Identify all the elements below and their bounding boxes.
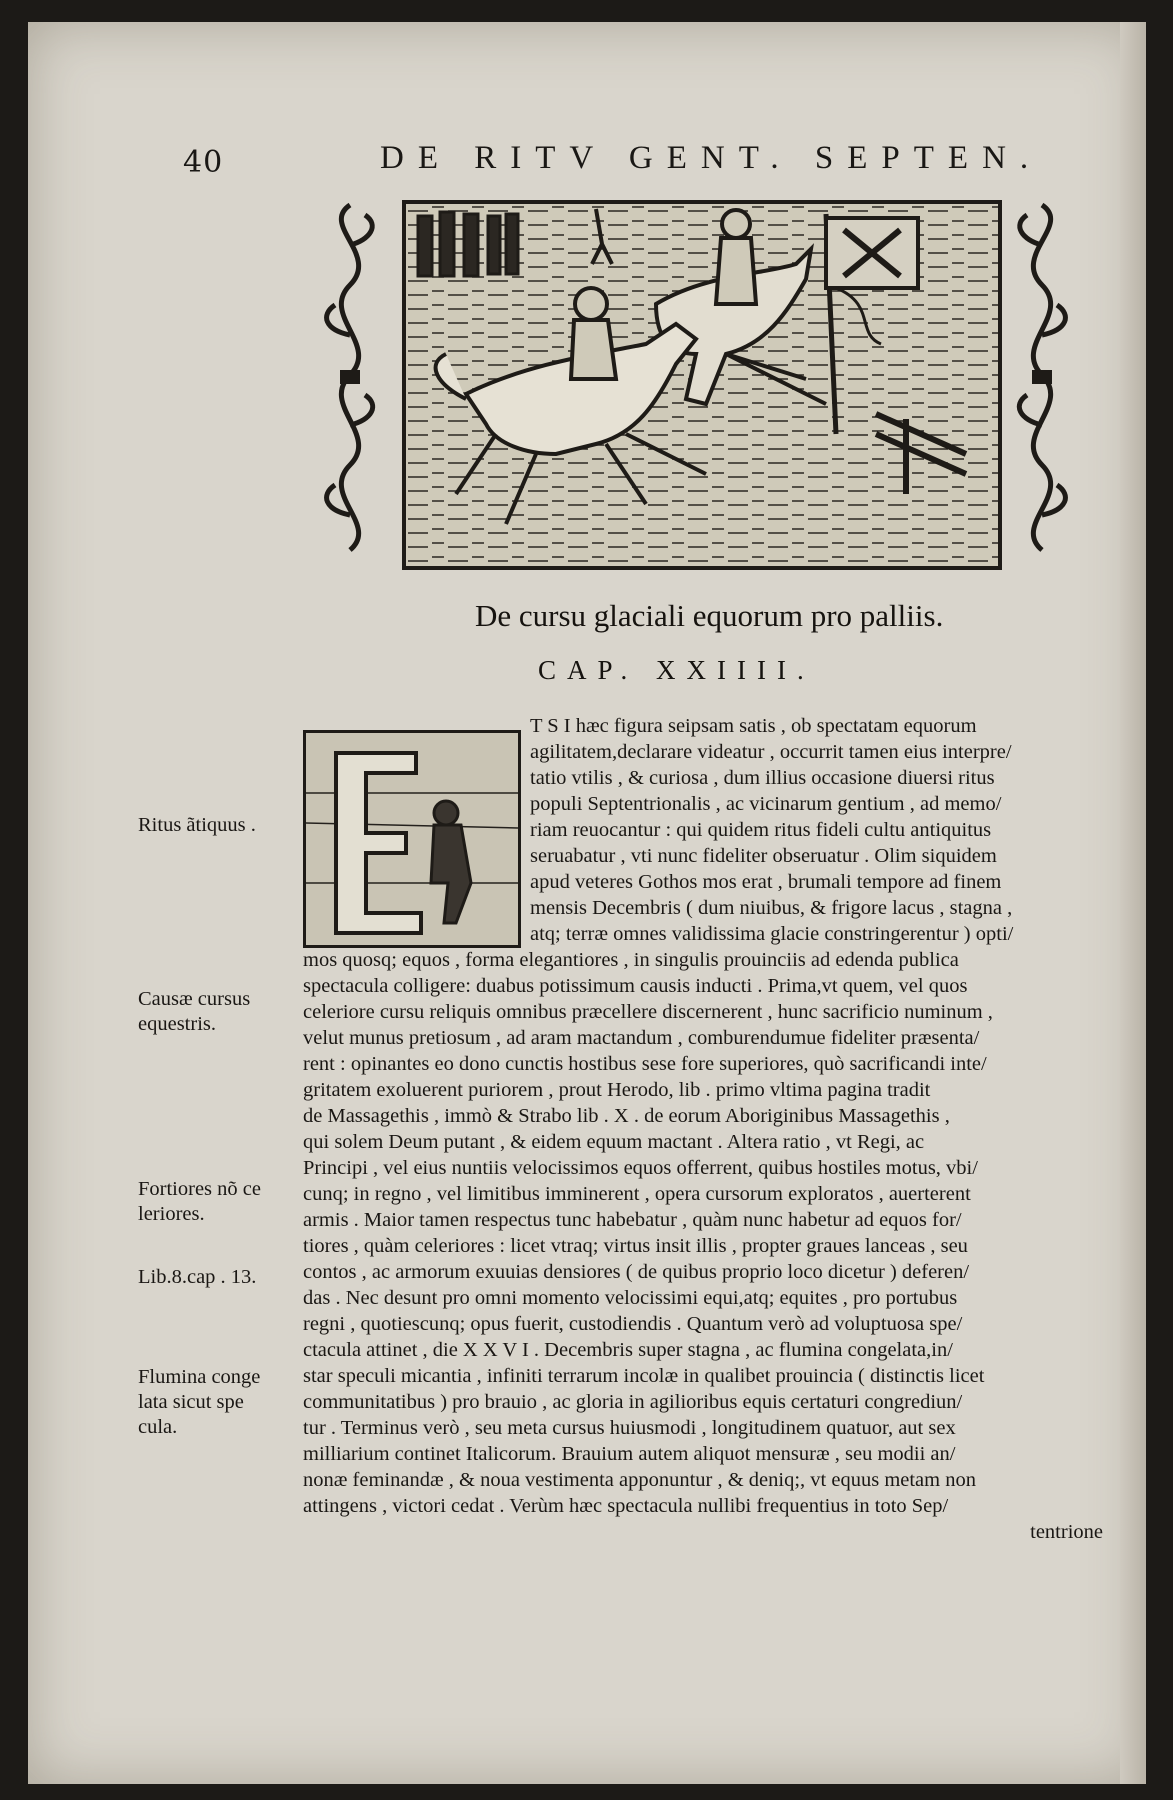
body-line: rent : opinantes eo dono cunctis hostibus sese fore superiores, quò sacrificandi inte/ xyxy=(303,1053,987,1075)
margin-note-flumina: Flumina conge lata sicut spe cula. xyxy=(138,1366,261,1438)
rider-rear xyxy=(716,210,756,304)
horse-race-on-ice-woodcut xyxy=(402,200,1002,570)
body-line: tatio vtilis , & curiosa , dum illius occasione diuersi ritus xyxy=(530,767,995,789)
margin-note-fortiores: Fortiores nõ ce leriores. xyxy=(138,1178,261,1225)
body-line: star speculi micantia , infiniti terrarum incolæ in qualibet prouincia ( distinctis licet xyxy=(303,1365,985,1387)
body-line: atq; terræ omnes validissima glacie constringerentur ) opti/ xyxy=(530,923,1014,945)
body-line: velut munus pretiosum , ad aram mactandum , comburendumue fideliter præsenta/ xyxy=(303,1027,980,1049)
page-edge xyxy=(1120,22,1146,1784)
body-line: T S I hæc figura seipsam satis , ob spectatam equorum xyxy=(530,715,977,737)
catchword: tentrione xyxy=(1030,1521,1103,1543)
body-line: populi Septentrionalis , ac vicinarum gentium , ad memo/ xyxy=(530,793,1002,815)
body-line: mos quosq; equos , forma elegantiores , in singulis prouinciis ad edenda publica xyxy=(303,949,959,971)
margin-note-lib: Lib.8.cap . 13. xyxy=(138,1266,257,1288)
body-line: ctacula attinet , die X X V I . Decembris super stagna , ac flumina congelata,in/ xyxy=(303,1339,953,1361)
body-line: agilitatem,declarare videatur , occurrit tamen eius interpre/ xyxy=(530,741,1012,763)
body-line: contos , ac armorum exuuias densiores ( de quibus proprio loco dicetur ) deferen/ xyxy=(303,1261,970,1283)
body-line: spectacula colligere: duabus potissimum causis inducti . Prima,vt quem, vel quos xyxy=(303,975,968,997)
body-line: mensis Decembris ( dum niuibus, & frigore lacus , stagna , xyxy=(530,897,1013,919)
body-line: das . Nec desunt pro omni momento velocissimi equi,atq; equites , pro portubus xyxy=(303,1287,958,1309)
body-line: communitatibus ) pro brauio , ac gloria in agilioribus equis certaturi congrediun/ xyxy=(303,1391,963,1413)
body-line: de Massagethis , immò & Strabo lib . X . de eorum Aboriginibus Massagethis , xyxy=(303,1105,950,1127)
margin-note-ritus: Ritus ãtiquus . xyxy=(138,814,256,836)
body-line: milliarium continet Italicorum. Brauium autem aliquot mensuræ , seu modii an/ xyxy=(303,1443,956,1465)
woodcut-illustration xyxy=(310,190,1082,576)
body-line: seruabatur , vti nunc fideliter obseruatur . Olim siquidem xyxy=(530,845,997,867)
body-line: gritatem exoluerent puriorem , prout Herodo, lib . primo vltima pagina tradit xyxy=(303,1079,931,1101)
body-line: regni , quotiescunq; opus fuerit, custodiendis . Quantum verò ad voluptuosa spe/ xyxy=(303,1313,963,1335)
body-text xyxy=(303,713,1103,1545)
body-line: tur . Terminus verò , seu meta cursus huiusmodi , longitudinem quatuor, aut sex xyxy=(303,1417,956,1439)
body-line: tiores , quàm celeriores : licet vtraq; virtus insit illis , propter graues lanceas , seu xyxy=(303,1235,968,1257)
body-line: celeriore cursu reliquis omnibus præcellere discernerent , hunc sacrificio numinum , xyxy=(303,1001,993,1023)
body-line: armis . Maior tamen respectus tunc habebatur , quàm nunc habetur ad equos for/ xyxy=(303,1209,962,1231)
margin-note-causae: Causæ cursus equestris. xyxy=(138,988,251,1035)
scroll-ornament-right xyxy=(1002,195,1082,560)
body-line: Principi , vel eius nuntiis velocissimos equos offerrent, quibus hostiles motus, vbi/ xyxy=(303,1157,978,1179)
body-line: nonæ feminandæ , & noua vestimenta apponuntur , & deniq;, vt equus metam non xyxy=(303,1469,976,1491)
folio-number: 40 xyxy=(183,145,224,180)
running-head: DE RITV GENT. SEPTEN. xyxy=(380,140,1043,176)
body-line: qui solem Deum putant , & eidem equum mactant . Altera ratio , vt Regi, ac xyxy=(303,1131,925,1153)
body-line: riam reuocantur : qui quidem ritus fideli cultu antiquitus xyxy=(530,819,992,841)
chapter-title: De cursu glaciali equorum pro palliis. xyxy=(475,598,944,633)
body-line: apud veteres Gothos mos erat , brumali tempore ad finem xyxy=(530,871,1002,893)
body-line: cunq; in regno , vel limitibus imminerent , opera cursorum exploratos , auerterent xyxy=(303,1183,971,1205)
body-line: attingens , victori cedat . Verùm hæc spectacula nullibi frequentius in toto Sep/ xyxy=(303,1495,949,1517)
scroll-ornament-left xyxy=(310,195,390,560)
chapter-number: CAP. XXIIII. xyxy=(538,655,815,685)
